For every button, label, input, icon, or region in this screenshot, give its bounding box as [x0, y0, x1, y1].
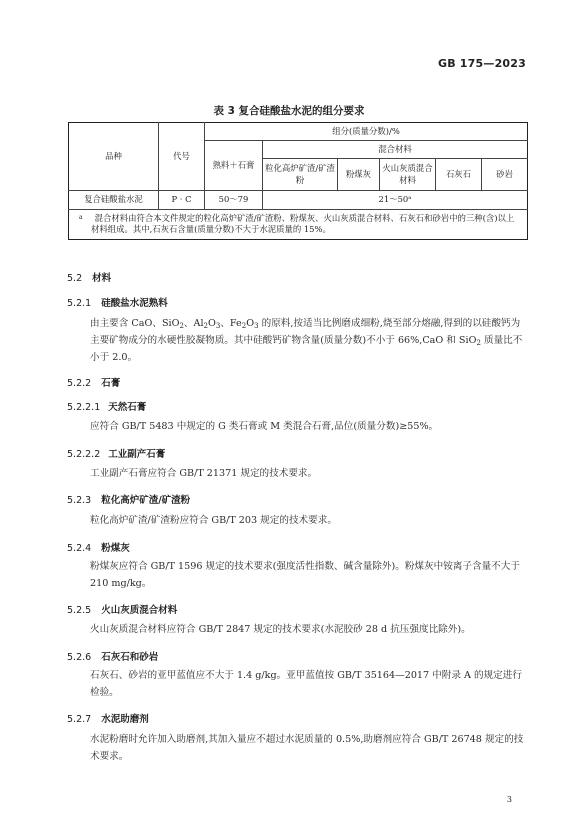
section-number: 5.2.3 [67, 495, 92, 506]
section-5-2-4-text: 粉煤灰应符合 GB/T 1596 规定的技术要求(强度活性指数、碱含量除外)。粉煤灰中铵离子含量不大于 210 mg/kg。 [90, 561, 520, 589]
section-number: 5.2.7 [67, 714, 92, 725]
section-5-2-2-2-heading [67, 446, 165, 460]
section-number: 5.2.6 [67, 652, 92, 663]
col-variety-header: 品种 [69, 123, 159, 191]
section-5-2-6-heading [67, 649, 158, 663]
col-code-header: 代号 [159, 123, 205, 191]
section-number: 5.2.2 [67, 378, 92, 389]
section-title: 水泥助磨剂 [101, 714, 149, 725]
section-5-2-2-1-heading [67, 399, 146, 413]
section-number: 5.2.4 [67, 543, 92, 554]
section-5-2-1-text: 由主要含 CaO、SiO$_2$、$Al_2O_3$、$Fe_2O_3$ 的原料,按适当比例磨成细粉,烧至部分熔融,得到的以硅酸钙为主要矿物成分的水硬性胶凝物质。其中硅酸钙矿物含量(质量分数)不小于 66%,CaO 和 SiO$_2$ 质量比不小于 2.0。 [90, 318, 523, 363]
section-5-2-7-heading [67, 711, 149, 725]
section-5-2-2-1-text: 应符合 GB/T 5483 中规定的 G 类石膏或 M 类混合石膏,品位(质量分数)≥55%。 [90, 421, 439, 432]
section-number: 5.2.5 [67, 605, 92, 616]
section-5-2-heading [67, 270, 111, 284]
col-clinker-header: 熟料＋石膏 [205, 141, 263, 191]
row-variety: 复合硅酸盐水泥 [69, 191, 159, 210]
section-title: 材料 [92, 273, 112, 284]
footnote-text: 混合材料由符合本文件规定的粒化高炉矿渣/矿渣粉、粉煤灰、火山灰质混合材料、石灰石和砂岩中的三种(含)以上材料组成。其中,石灰石含量(质量分数)不大于水泥质量的 15%。 [91, 213, 515, 235]
section-5-2-5-heading [67, 602, 177, 616]
section-5-2-5-text: 火山灰质混合材料应符合 GB/T 2847 规定的技术要求(水泥胶砂 28 d 抗压强度比除外)。 [90, 624, 471, 635]
row-mixed: 21～50ᵃ [263, 191, 528, 210]
section-number: 5.2 [67, 273, 83, 284]
section-number: 5.2.2.1 [67, 402, 101, 413]
section-number: 5.2.1 [67, 298, 92, 309]
section-title: 粒化高炉矿渣/矿渣粉 [101, 495, 191, 506]
section-title: 粉煤灰 [101, 543, 130, 554]
section-title: 工业副产石膏 [108, 449, 166, 460]
composition-table [68, 122, 528, 240]
section-5-2-2-2-text: 工业副产石膏应符合 GB/T 21371 规定的技术要求。 [90, 468, 318, 479]
section-title: 火山灰质混合材料 [101, 605, 178, 616]
row-code: P · C [159, 191, 205, 210]
section-5-2-1-heading [67, 295, 168, 309]
table-title: 表 3 复合硅酸盐水泥的组分要求 [213, 105, 365, 117]
col-group-header: 组分(质量分数)/% [205, 123, 528, 141]
section-5-2-7-text: 水泥粉磨时允许加入助磨剂,其加入量应不超过水泥质量的 0.5%,助磨剂应符合 GB/T 26748 规定的技术要求。 [90, 734, 524, 762]
col-flyash-header: 粉煤灰 [338, 159, 380, 191]
section-5-2-3-text: 粒化高炉矿渣/矿渣粉应符合 GB/T 203 规定的技术要求。 [90, 515, 337, 526]
section-5-2-6-text: 石灰石、砂岩的亚甲蓝值应不大于 1.4 g/kg。亚甲蓝值按 GB/T 35164—2017 中附录 A 的规定进行检验。 [90, 670, 522, 698]
standard-code: GB 175—2023 [437, 57, 526, 70]
section-title: 硅酸盐水泥熟料 [101, 298, 168, 309]
col-slag-header: 粒化高炉矿渣/矿渣粉 [263, 159, 338, 191]
section-title: 石灰石和砂岩 [101, 652, 159, 663]
col-pozzolan-header: 火山灰质混合材料 [380, 159, 436, 191]
table-footnote [69, 210, 528, 240]
col-mixed-header: 混合材料 [263, 141, 528, 159]
section-title: 石膏 [101, 378, 121, 389]
section-title: 天然石膏 [108, 402, 147, 413]
col-sandstone-header: 砂岩 [482, 159, 528, 191]
col-limestone-header: 石灰石 [436, 159, 482, 191]
page-number: 3 [506, 795, 512, 804]
section-5-2-3-heading [67, 492, 190, 506]
row-clinker: 50～79 [205, 191, 263, 210]
section-5-2-4-heading [67, 540, 130, 554]
section-number: 5.2.2.2 [67, 449, 101, 460]
section-5-2-2-heading [67, 375, 120, 389]
footnote-mark: a [79, 214, 83, 221]
